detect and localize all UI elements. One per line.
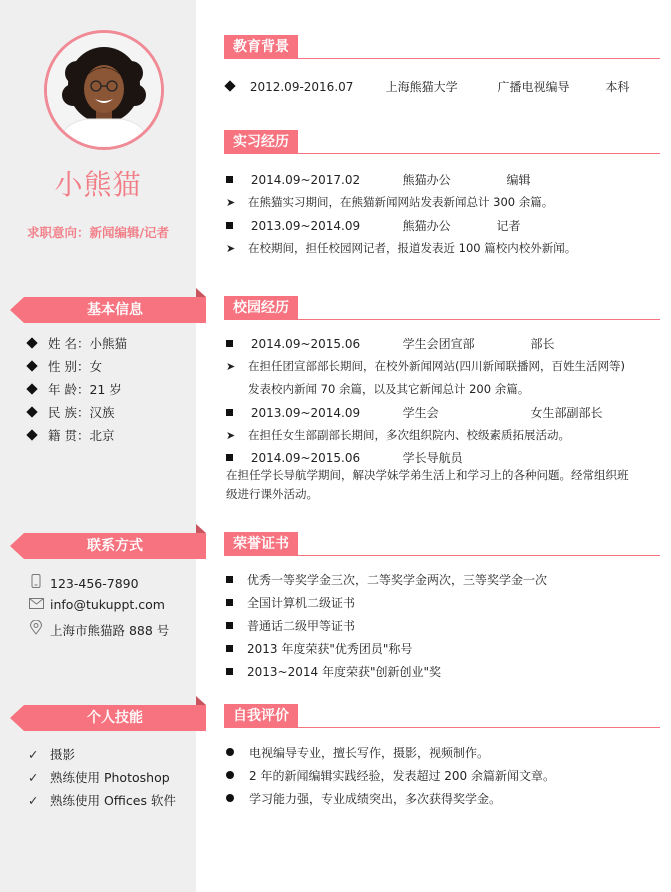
campus-desc: 级进行课外活动。	[226, 487, 318, 501]
honor-item: 全国计算机二级证书	[226, 594, 355, 611]
phone-icon	[28, 574, 44, 591]
honor-item: 2013~2014 年度荣获"创新创业"奖	[226, 663, 441, 680]
skill-item: ✓ 熟练使用 Offices 软件	[28, 793, 176, 808]
arrow-bullet-icon: ➤	[226, 429, 236, 442]
square-bullet-icon	[226, 599, 233, 606]
internship-row: 2013.09~2014.09 熊猫办公 记者	[226, 217, 521, 234]
section-header-skills	[10, 703, 206, 733]
campus-desc: ➤ 在担任团宣部部长期间，在校外新闻网站(四川新闻联播网，百姓生活网等)	[226, 359, 625, 373]
candidate-name: 小熊猫	[54, 168, 142, 201]
section-title: 实习经历	[224, 130, 298, 154]
job-intent: 求职意向：新闻编辑/记者	[26, 225, 170, 240]
diamond-bullet-icon	[26, 383, 37, 394]
campus-row: 2013.09~2014.09 学生会 女生部副部长	[226, 404, 603, 421]
internship-desc: ➤ 在校期间，担任校园网记者，报道发表近 100 篇校内校外新闻。	[226, 241, 577, 255]
section-header-education	[224, 35, 660, 61]
section-title: 个人技能	[87, 710, 143, 726]
square-bullet-icon	[226, 222, 233, 229]
section-title: 联系方式	[87, 538, 143, 554]
square-bullet-icon	[226, 668, 233, 675]
campus-row: 2014.09~2015.06 学生会团宣部 部长	[226, 335, 555, 352]
square-bullet-icon	[226, 409, 233, 416]
self-eval-item: 2 年的新闻编辑实践经验，发表超过 200 余篇新闻文章。	[226, 767, 555, 784]
campus-row: 2014.09~2015.06 学长导航员	[226, 449, 463, 466]
section-title: 校园经历	[224, 296, 298, 320]
campus-desc: ➤ 在担任女生部副部长期间，多次组织院内、校级素质拓展活动。	[226, 428, 570, 442]
info-item: 年 龄：21 岁	[28, 380, 122, 398]
section-title: 自我评价	[224, 704, 298, 728]
dot-bullet-icon	[226, 748, 234, 756]
arrow-bullet-icon: ➤	[226, 196, 236, 209]
sidebar	[0, 0, 196, 892]
square-bullet-icon	[226, 340, 233, 347]
education-row: 2012.09-2016.07 上海熊猫大学 广播电视编导 本科	[226, 78, 629, 95]
section-title: 教育背景	[224, 35, 298, 59]
self-eval-item: 电视编导专业，擅长写作，摄影，视频制作。	[226, 744, 489, 761]
dot-bullet-icon	[226, 771, 234, 779]
skill-item: ✓ 熟练使用 Photoshop	[28, 770, 170, 785]
square-bullet-icon	[226, 176, 233, 183]
honor-item: 普通话二级甲等证书	[226, 617, 355, 634]
section-header-internship	[224, 130, 660, 156]
contact-phone: 123-456-7890	[28, 574, 139, 591]
internship-row: 2014.09~2017.02 熊猫办公 编辑	[226, 171, 531, 188]
section-header-contact	[10, 531, 206, 561]
section-title: 基本信息	[87, 302, 143, 318]
self-eval-item: 学习能力强，专业成绩突出，多次获得奖学金。	[226, 790, 501, 807]
internship-desc: ➤ 在熊猫实习期间，在熊猫新闻网站发表新闻总计 300 余篇。	[226, 195, 554, 209]
honor-item: 优秀一等奖学金三次，二等奖学金两次，三等奖学金一次	[226, 571, 547, 588]
info-item: 民 族：汉族	[28, 403, 114, 421]
checkmark-icon: ✓	[28, 770, 39, 785]
avatar-photo	[47, 33, 161, 147]
dot-bullet-icon	[226, 794, 234, 802]
skill-item: ✓ 摄影	[28, 747, 76, 762]
honor-item: 2013 年度荣获"优秀团员"称号	[226, 640, 412, 657]
section-header-honors	[224, 532, 660, 558]
square-bullet-icon	[226, 622, 233, 629]
contact-address: 上海市熊猫路 888 号	[28, 620, 169, 639]
info-item: 姓 名：小熊猫	[28, 334, 127, 352]
info-item: 籍 贯：北京	[28, 426, 114, 444]
diamond-bullet-icon	[26, 337, 37, 348]
campus-desc: 发表校内新闻 70 余篇，以及其它新闻总计 200 余篇。	[248, 382, 530, 396]
info-item: 性 别：女	[28, 357, 102, 375]
checkmark-icon: ✓	[28, 793, 39, 808]
square-bullet-icon	[226, 576, 233, 583]
arrow-bullet-icon: ➤	[226, 242, 236, 255]
checkmark-icon: ✓	[28, 747, 39, 762]
location-pin-icon	[28, 620, 44, 638]
diamond-bullet-icon	[26, 406, 37, 417]
square-bullet-icon	[226, 645, 233, 652]
diamond-bullet-icon	[224, 80, 235, 91]
square-bullet-icon	[226, 454, 233, 461]
section-header-campus	[224, 296, 660, 322]
mail-icon	[28, 597, 44, 612]
arrow-bullet-icon: ➤	[226, 360, 236, 373]
section-header-basic-info	[10, 295, 206, 325]
diamond-bullet-icon	[26, 429, 37, 440]
diamond-bullet-icon	[26, 360, 37, 371]
section-header-self-evaluation	[224, 704, 660, 730]
campus-desc: 在担任学长导航学期间，解决学妹学弟生活上和学习上的各种问题。经常组织班	[226, 468, 629, 482]
avatar	[44, 30, 164, 150]
contact-email: info@tukuppt.com	[28, 597, 165, 612]
section-title: 荣誉证书	[224, 532, 298, 556]
